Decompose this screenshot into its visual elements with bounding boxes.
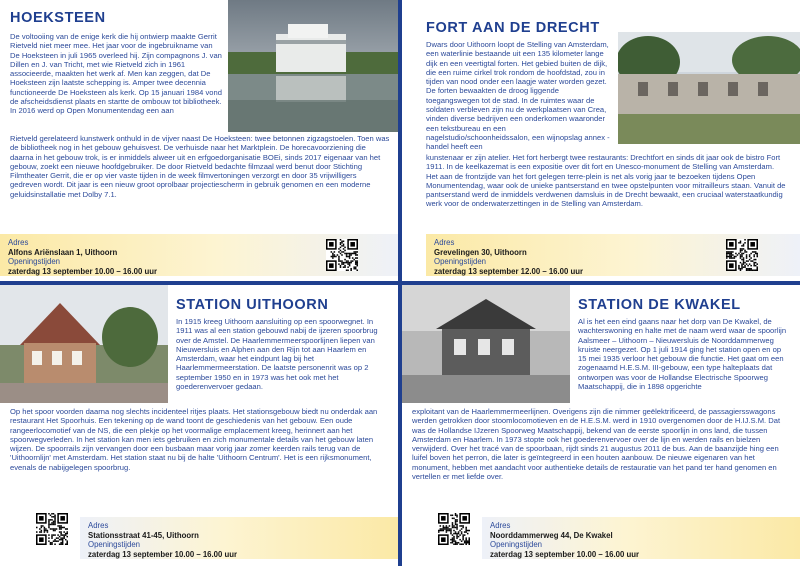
qr-code-icon[interactable] bbox=[36, 513, 68, 545]
hoeksteen-photo bbox=[228, 0, 398, 132]
panel-text-bottom: Rietveld gerelateerd kunstwerk onthuld in de vijver naast De Hoeksteen: twee betonnen zigzagstoelen. Toen was de bibliotheek nog in het gebouw gehuisvest. De verhuisde naar het Marktplein. De horecavoorziening die daarna in het gebouw trok, is er inmiddels alweer uit en erfgoedorganisatie BOEi, sinds 2017 eigenaar van het gebouw, zoekt een nieuwe hoofdgebruiker. De door Rietveld bedachte filmzaal werd benut door Stichting Filmtheater Gerrit, die er op vier vaste tijden in de week filmvertoningen verzorgt en door 35 vrijwilligers gedreven wordt. Dit jaar is een nieuw groot oprolbaar projectiescherm in gebruik genomen en een moderne geluidsinstallatie met Dolby 7.1. bbox=[10, 134, 390, 199]
address-label: Adres bbox=[88, 521, 109, 530]
address-label: Adres bbox=[490, 521, 511, 530]
panel-text-top: Al is het een eind gaans naar het dorp van De Kwakel, de wachterswoning en halte met de naam werd waar de spoorlijn Aalsmeer – Uithoorn – Nieuwersluis de Noorddammerweg kruiste neergezet. Op 1 juli 1914 ging het station open en op 15 mei 1935 verloor het gebouw die functie. Het gaat om een zogenaamd H.E.S.M. III-gebouw, een type halteplaats dat ontworpen was voor de Hollandse Electrische Spoorweg Maatschappij, die in 1898 opgerichte bbox=[578, 317, 787, 392]
address-street: Noorddammerweg 44, De Kwakel bbox=[490, 530, 613, 540]
hours-value: zaterdag 13 september 10.00 – 16.00 uur bbox=[8, 266, 158, 276]
panel-title: HOEKSTEEN bbox=[10, 10, 106, 26]
hours-label: Openingstijden bbox=[8, 257, 61, 266]
address-label: Adres bbox=[434, 238, 455, 247]
panel-text-bottom: kunstenaar er zijn atelier. Het fort herbergt twee restaurants: Drechtfort en sinds dit jaar ook de bistro Fort 1911. In de keelkazemat is een expositie over dit fort en Unesco-monument de Stelling van Amsterdam. Het aan de frontzijde van het fort gelegen terre-plein is net als vorig jaar te bezoeken tijdens Open Monumentendag, waar ook de unieke pantserstand en twee opstelpunten voor mitrailleurs staan. Vanuit de pantserstand werd de inmiddels verdwenen damsluis in de Drecht bewaakt, een cruciaal waterstaatkundig werk voor de onderwaterzettingen in de Stelling van Amsterdam. bbox=[426, 153, 786, 209]
address-label: Adres bbox=[8, 238, 29, 247]
qr-code-icon[interactable] bbox=[326, 239, 358, 271]
panel-text-top: Dwars door Uithoorn loopt de Stelling van Amsterdam, een waterlinie bestaande uit een 135 kilometer lange dijk en een veertigtal forten. Het gebied buiten de dijk, die een ruime cirkel trok rondom de hoofdstad, zou in tijden van nood onder een laagje water worden gezet. De forten bewaakten de droog liggende toegangswegen tot de stad. In de ruimtes waar de soldaten verbleven zijn nu de werkplaatsen van Crea, vinden diverse bedrijven een onderkomen waaronder een tekstbureau en een nagelstudio/schoonheidssalon, een wijnopslag annex -handel heeft een bbox=[426, 40, 610, 152]
panel-title: STATION UITHOORN bbox=[176, 297, 329, 313]
panel-title: FORT AAN DE DRECHT bbox=[426, 20, 600, 36]
fort-photo bbox=[618, 32, 800, 144]
panel-station-uithoorn bbox=[0, 285, 398, 566]
panel-text-top: De voltooiing van de enige kerk die hij ontwierp maakte Gerrit Rietveld niet meer mee. Het jaar voor de ingebruikname van De Hoeksteen in juli 1965 overleed hij. Zijn compagnons J. van Dillen en J. van Tricht, met wie Rietveld zich in 1961 associeerde, maakten het werk af. Men kan zeggen, dat De Hoeksteen zijn laatste schepping is. Amper twee decennia functioneerde De Hoeksteen als kerk. Op 15 januari 1984 vond de afscheidsdienst plaats en startte de ombouw tot bibliotheek. In 2016 werd op Open Monumentendag een aan bbox=[10, 32, 222, 116]
qr-code-icon[interactable] bbox=[438, 513, 470, 545]
hours-label: Openingstijden bbox=[88, 540, 141, 549]
hours-value: zaterdag 13 september 12.00 – 16.00 uur bbox=[434, 266, 584, 276]
hours-value: zaterdag 13 september 10.00 – 16.00 uur bbox=[490, 549, 640, 559]
panel-text-top: In 1915 kreeg Uithoorn aansluiting op een spoorwegnet. In 1911 was al een station gebouwd nabij de ijzeren spoorbrug over de Amstel. De Haarlemmermeerspoorlijnen liepen van Nieuwersluis en Alphen aan den Rijn tot aan Haarlem en Amsterdam, waar het eindpunt lag bij het Haarlemmermeerstation. De laatste personenrit was op 2 september 1950 en in 1973 was het ook met het goederenvervoer gedaan. bbox=[176, 317, 378, 392]
address-box bbox=[80, 517, 398, 559]
hours-label: Openingstijden bbox=[490, 540, 543, 549]
panel-text-bottom: exploitant van de Haarlemmermeerlijnen. Overigens zijn die nimmer geëlektrificeerd, de passagiersswagons werden getrokken door stoomlocomotieven en de H.E.S.M. werd in 1910 overgenomen door de H.IJ.S.M. Dat was de Hollandse IJzeren Spoorweg Maatschappij, bekend van de eerste spoorlijn in ons land, die tussen Amsterdam en Haarlem. In 1973 stopte ook het goederenvervoer over de lijn en werden rails en bielzen verwijderd. Over het tracé van de spoorbaan, rijdt sinds 21 augustus 2011 de bus. Aan de baanzijde hing een luifel boven het perron, die later is geïntegreerd in een houten aanbouw. De nieuwe eigenaren van het monument, hebben met aandacht voor authentieke details de restauratie van het pand ter hand genomen en vertellen er met liefde over. bbox=[412, 407, 781, 482]
qr-code-icon[interactable] bbox=[726, 239, 758, 271]
address-street: Alfons Ariënslaan 1, Uithoorn bbox=[8, 247, 118, 257]
hours-value: zaterdag 13 september 10.00 – 16.00 uur bbox=[88, 549, 238, 559]
address-box bbox=[482, 517, 800, 559]
panel-station-de-kwakel bbox=[402, 285, 800, 566]
station-de-kwakel-photo bbox=[402, 285, 570, 403]
panel-text-bottom: Op het spoor voorden daarna nog slechts incidenteel ritjes plaats. Het stationsgebouw biedt nu onderdak aan restaurant Het Spoorhuis. Een tekening op de wand toont de geschiedenis van het gebouw. Een oude rangeerlocomotief van de NS, die een plekje op het voormalige emplacement kreeg, herinnert aan het spoorwegverleden. In het station kan men iets gebruiken en zich monumentale details van het gebouw laten wijzen. De spoorrails zijn vervangen door een busbaan maar vorig jaar zomer keerden rails terug van de 'Uithoornlijn' met Amsterdam. Het station staat nu bij de halte 'Uithoorn Centrum'. Het is een rijksmonument, evenals de nabijgelegen spoorbrug. bbox=[10, 407, 378, 472]
station-uithoorn-photo bbox=[0, 285, 168, 403]
panel-fort-aan-de-drecht bbox=[402, 0, 800, 281]
panel-title: STATION DE KWAKEL bbox=[578, 297, 741, 313]
panel-hoeksteen bbox=[0, 0, 398, 281]
hours-label: Openingstijden bbox=[434, 257, 487, 266]
address-street: Grevelingen 30, Uithoorn bbox=[434, 247, 527, 257]
address-street: Stationsstraat 41-45, Uithoorn bbox=[88, 530, 199, 540]
